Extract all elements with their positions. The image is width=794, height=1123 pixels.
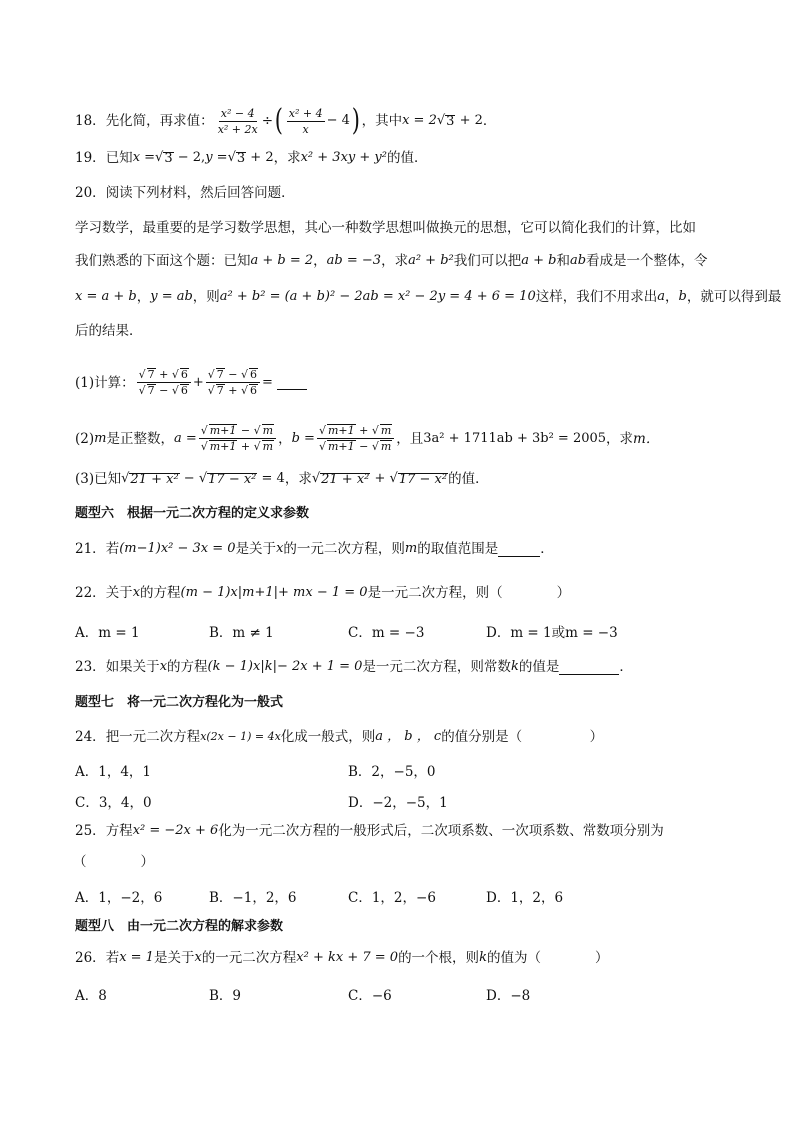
section-title: 题型六 根据一元二次方程的定义求参数 [75, 506, 310, 521]
question-20-part1: (1)计算： $\frac{√ 7 + √ 6}{√ 7 - √ 6}$ + $\frac{√ 7 - √ 6}{√ 7 + √ 6}$ = [75, 368, 307, 397]
option-d[interactable]: D．−2，−5，1 [348, 795, 448, 811]
question-20-para1: 学习数学，最重要的是学习数学思想，其心一种数学思想叫做换元的思想，它可以简化我们的计算，比如 [75, 220, 696, 236]
fraction: $\frac{√ 7 + √ 6}{√ 7 - √ 6}$ [137, 368, 191, 397]
question-24: 24． 把一元二次方程 x(2x − 1) = 4x 化成一般式，则 a ， b ， c 的值分别是（ ） [75, 729, 604, 745]
question-20-para2: 我们熟悉的下面这个题：已知 a + b = 2 ， ab = −3 ，求 a² + b² 我们可以把 a + b 和 ab 看成是一个整体，令 [75, 253, 708, 269]
question-20-para4: 后的结果． [75, 323, 143, 339]
answer-blank[interactable] [498, 542, 540, 557]
option-a[interactable]: A．8 [75, 988, 107, 1004]
fraction: $\frac{√ m+1 + √ m}{√ m+1 - √ m}$ [317, 424, 394, 453]
fraction: $\frac{√ m+1 - √ m}{√ m+1 + √ m}$ [199, 424, 276, 453]
option-c[interactable]: C．m = −3 [348, 625, 425, 641]
answer-blank[interactable] [559, 660, 619, 675]
fraction: $\frac{\text{x² + 4}}{x}$ [288, 106, 323, 136]
fraction: $\frac{√ 7 - √ 6}{√ 7 + √ 6}$ [206, 368, 260, 397]
question-26: 26． 若 x = 1 是关于 x 的一元二次方程 x² + kx + 7 = 0 的一个根，则 k 的值为（ ） [75, 950, 609, 966]
option-c[interactable]: C．3，4，0 [75, 795, 152, 811]
option-a[interactable]: A．m = 1 [75, 625, 140, 641]
option-c[interactable]: C．1，2，−6 [348, 890, 436, 906]
option-b[interactable]: B．m ≠ 1 [209, 625, 274, 641]
question-20-para3: x = a + b ， y = ab ，则 a² + b² = (a + b)² − 2ab = x² − 2y = 4 + 6 = 10 这样，我们不用求出 a ， b ，就可以得到最 [75, 289, 782, 305]
option-a[interactable]: A．1，4，1 [75, 764, 152, 780]
option-b[interactable]: B．2，−5，0 [348, 764, 436, 780]
question-25: 25． 方程 x² = −2x + 6 化为一元二次方程的一般形式后，二次项系数、一次项系数、常数项分别为 [75, 823, 664, 839]
question-25-paren: （ ） [73, 854, 154, 870]
answer-blank[interactable] [277, 375, 307, 390]
question-19: 19． 已知 x = √ 3 − 2, y = √ 3 + 2 ，求 x² + 3xy + y² 的值． [75, 150, 428, 166]
option-d[interactable]: D．−8 [486, 988, 531, 1004]
option-b[interactable]: B．9 [209, 988, 242, 1004]
option-a[interactable]: A．1，−2，6 [75, 890, 163, 906]
option-d[interactable]: D．m = 1或m = −3 [486, 625, 618, 641]
question-20-part3: (3)已知 √ 21 + x² − √ 17 − x² = 4 ，求 √ 21 + x² + √ 17 − x² 的值． [75, 471, 489, 487]
question-20-title: 20． 阅读下列材料，然后回答问题． [75, 185, 295, 201]
question-23: 23． 如果关于 x 的方程 (k − 1)x |k| − 2x + 1 = 0 是一元二次方程，则常数 k 的值是 ． [75, 659, 633, 675]
question-20-part2: (2) m 是正整数， a = $\frac{√ m+1 - √ m}{√ m+1 + √ m}$ ， b = $\frac{√ m+1 + √ m}{√ m+1 - √ m}$ ，且 3a² + 1711ab + 3b² = 2005 ，求 m． [75, 424, 660, 453]
section-title: 题型八 由一元二次方程的解求参数 [75, 919, 284, 934]
option-b[interactable]: B．−1，2，6 [209, 890, 297, 906]
option-c[interactable]: C．−6 [348, 988, 392, 1004]
section-title: 题型七 将一元二次方程化为一般式 [75, 695, 284, 710]
option-d[interactable]: D．1，2，6 [486, 890, 564, 906]
question-22: 22． 关于 x 的方程 (m − 1)x |m+1| + mx − 1 = 0 是一元二次方程，则（ ） [75, 585, 571, 601]
question-18: 18． 先化简，再求值： $\frac{\text{x² − 4}}{\text{x² + 2x}}$ ÷ ( $\frac{\text{x² + 4}}{x}$ − 4 ) ，其中 x = 2 √ 3 + 2 ． [75, 103, 497, 138]
fraction: $\frac{\text{x² − 4}}{\text{x² + 2x}}$ [217, 106, 258, 136]
question-21: 21． 若 (m−1)x² − 3x = 0 是关于 x 的一元二次方程，则 m 的取值范围是 ． [75, 541, 554, 557]
